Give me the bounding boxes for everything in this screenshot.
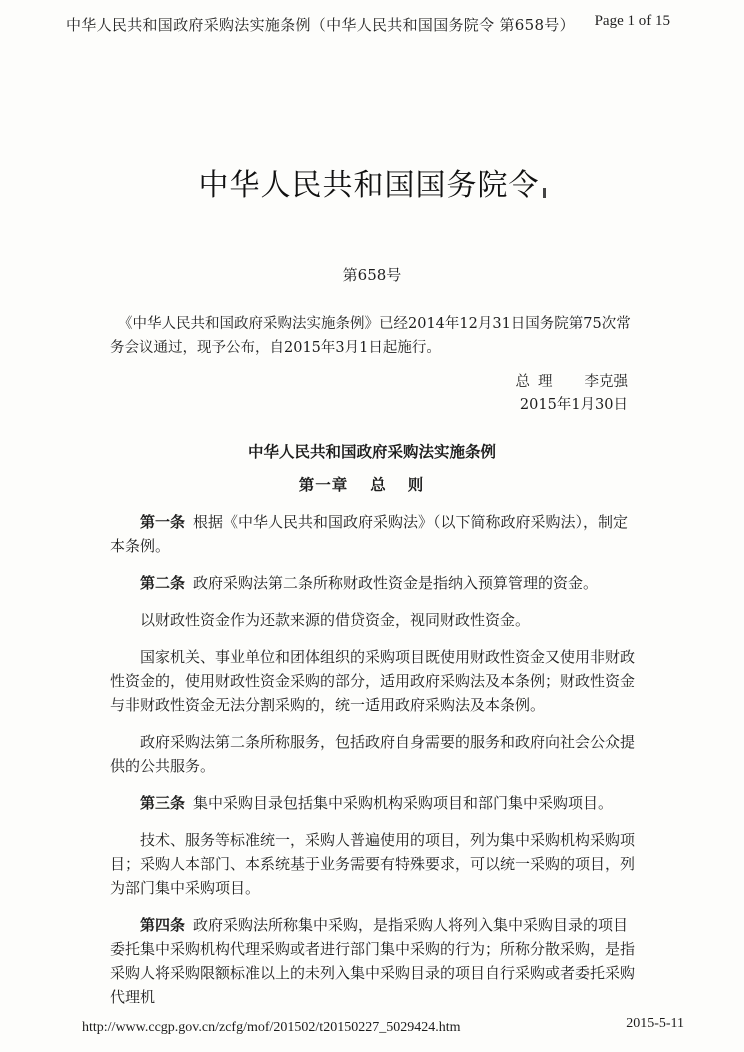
- article-number: 第二条: [140, 574, 186, 592]
- scan-mark: [543, 188, 546, 198]
- paragraph: [110, 791, 640, 815]
- signer-name: 李克强: [584, 374, 628, 390]
- paragraph: [110, 571, 640, 595]
- regulation-title: 中华人民共和国政府采购法实施条例: [247, 442, 496, 461]
- paragraph: [110, 510, 640, 558]
- page-number: Page 1 of 15: [594, 13, 670, 29]
- footer-date: 2015-5-11: [626, 1016, 684, 1031]
- article-number: 第四条: [140, 916, 186, 934]
- footer-url: http://www.ccgp.gov.cn/zcfg/mof/201502/t20150227_5029424.htm: [82, 1020, 461, 1035]
- page-title: [0, 160, 744, 204]
- article-body: [110, 510, 640, 1022]
- header-doc-title: 中华人民共和国政府采购法实施条例（中华人民共和国国务院令 第658号）: [66, 16, 575, 34]
- paragraph: [110, 913, 640, 1009]
- paragraph-text: 根据《中华人民共和国政府采购法》（以下简称政府采购法），制定本条例。: [110, 513, 629, 555]
- paragraph: [110, 645, 640, 717]
- paragraph-text: 政府采购法第二条所称服务，包括政府自身需要的服务和政府向社会公众提供的公共服务。: [110, 733, 636, 775]
- paragraph-text: 政府采购法第二条所称财政性资金是指纳入预算管理的资金。: [193, 574, 599, 592]
- paragraph: [110, 730, 640, 778]
- paragraph: [110, 608, 640, 632]
- article-number: 第一条: [140, 513, 186, 531]
- signature-block: [516, 371, 629, 417]
- paragraph-text: 集中采购目录包括集中采购机构采购项目和部门集中采购项目。: [193, 794, 614, 812]
- title-text: 中华人民共和国国务院令: [198, 168, 540, 203]
- paragraph-text: 国家机关、事业单位和团体组织的采购项目既使用财政性资金又使用非财政性资金的，使用财政性资金采购的部分，适用政府采购法及本条例；财政性资金与非财政性资金无法分割采购的，统一适用政府采购法及本条例。: [110, 648, 636, 714]
- signature-date: 2015年1月30日: [519, 397, 628, 413]
- signer-role: 总理: [515, 374, 561, 390]
- order-number: 第658号: [342, 266, 402, 284]
- paragraph-text: 以财政性资金作为还款来源的借贷资金，视同财政性资金。: [140, 611, 531, 629]
- chapter-number: 第一章: [298, 475, 349, 494]
- promulgation-line-2: 务会议通过，现予公布，自2015年3月1日起施行。: [110, 340, 441, 356]
- article-number: 第三条: [140, 794, 186, 812]
- paragraph-text: 技术、服务等标准统一，采购人普遍使用的项目，列为集中采购机构采购项目；采购人本部门、本系统基于业务需要有特殊要求，可以统一采购的项目，列为部门集中采购项目。: [110, 831, 636, 897]
- chapter-name: 总则: [370, 475, 446, 494]
- paragraph-text: 政府采购法所称集中采购，是指采购人将列入集中采购目录的项目委托集中采购机构代理采购或者进行部门集中采购的行为；所称分散采购，是指采购人将采购限额标准以上的未列入集中采购目录的项目自行采购或者委托采购代理机: [110, 916, 636, 1006]
- paragraph: [110, 828, 640, 900]
- promulgation-text: [110, 312, 638, 360]
- chapter-heading: [0, 473, 744, 495]
- promulgation-line-1: 《中华人民共和国政府采购法实施条例》已经2014年12月31日国务院第75次常: [118, 316, 631, 332]
